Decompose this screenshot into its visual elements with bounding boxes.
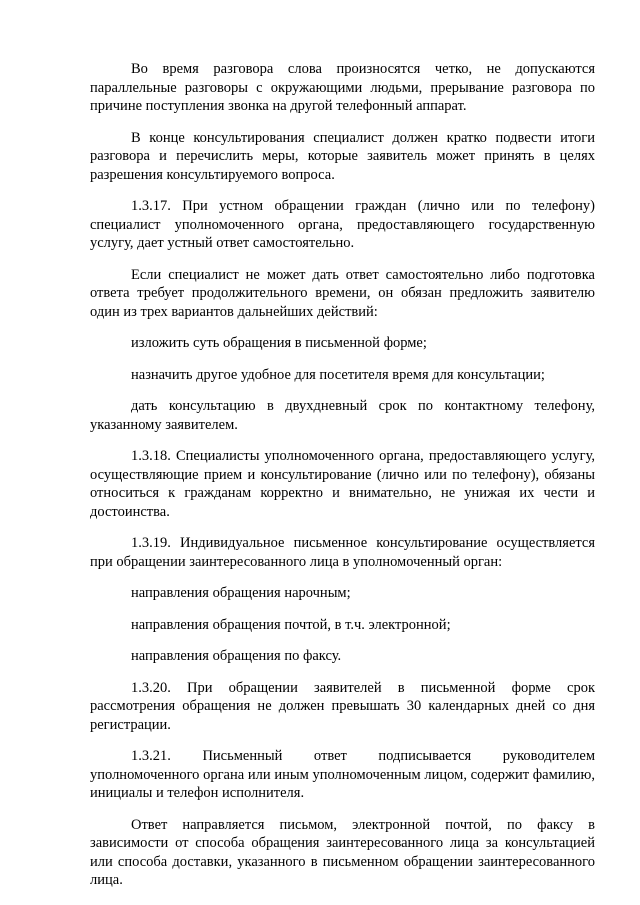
paragraph-response-delivery: Ответ направляется письмом, электронной почтой, по факсу в зависимости от способа обращения заинтересованного лица за консультацией или способа доставки, указанного в письменном обращении заинтересованного лица. bbox=[90, 816, 595, 888]
list-item-written-form: изложить суть обращения в письменной форме; bbox=[131, 335, 427, 351]
list-item-mail: направления обращения почтой, в т.ч. электронной; bbox=[131, 616, 451, 633]
paragraph-phone-conduct: Во время разговора слова произносятся четко, не допускаются параллельные разговоры с окружающими людьми, прерывание разговора по причине поступления звонка на другой телефонный аппарат. bbox=[90, 61, 595, 114]
list-item-fax: направления обращения по факсу. bbox=[131, 648, 342, 664]
paragraph-1-3-18: 1.3.18. Специалисты уполномоченного органа, предоставляющего услугу, осуществляющие прием и консультирование (лично или по телефону), обязаны относиться к гражданам корректно и внимательно, не унижая их чести и достоинства. bbox=[90, 448, 595, 520]
paragraph-1-3-20: 1.3.20. При обращении заявителей в письменной форме срок рассмотрения обращения не должен превышать 30 календарных дней со дня регистрации. bbox=[90, 679, 595, 733]
paragraph-alternative-actions: Если специалист не может дать ответ самостоятельно либо подготовка ответа требует продолжительного времени, он обязан предложить заявителю один из трех вариантов дальнейших действий: bbox=[90, 266, 595, 320]
document-body bbox=[90, 60, 595, 903]
list-item-other-time: назначить другое удобное для посетителя время для консультации; bbox=[131, 366, 545, 383]
paragraph-1-3-21: 1.3.21. Письменный ответ подписывается руководителем уполномоченного органа или иным уполномоченным лицом, содержит фамилию, инициалы и телефон исполнителя. bbox=[90, 748, 595, 801]
list-item-courier: направления обращения нарочным; bbox=[131, 585, 351, 601]
paragraph-consultation-summary: В конце консультирования специалист должен кратко подвести итоги разговора и перечислить меры, которые заявитель может принять в целях разрешения консультируемого вопроса. bbox=[90, 129, 595, 183]
paragraph-1-3-17: 1.3.17. При устном обращении граждан (лично или по телефону) специалист уполномоченного органа, предоставляющего государственную услугу, дает устный ответ самостоятельно. bbox=[90, 198, 595, 251]
paragraph-1-3-19: 1.3.19. Индивидуальное письменное консультирование осуществляется при обращении заинтересованного лица в уполномоченный орган: bbox=[90, 535, 595, 570]
list-item-phone-consultation: дать консультацию в двухдневный срок по контактному телефону, указанному заявителем. bbox=[90, 398, 595, 433]
